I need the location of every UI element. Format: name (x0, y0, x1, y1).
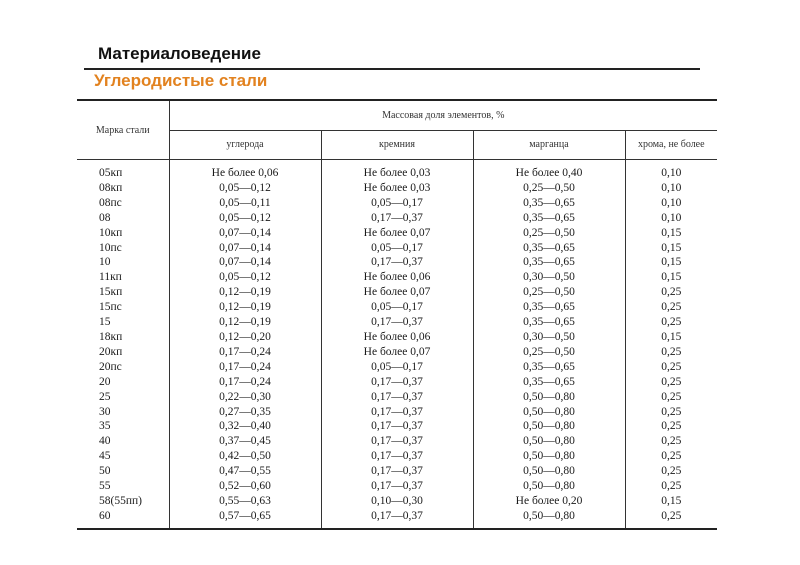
chromium-cell: 0,25 (661, 390, 682, 403)
silicon-cell: Не более 0,03 (321, 160, 473, 181)
silicon-cell: Не более 0,06 (321, 330, 473, 345)
steel-composition-table-container (77, 99, 717, 530)
carbon-cell: 0,07—0,14 (169, 255, 321, 270)
grade-cell: 35 (77, 419, 169, 434)
silicon-cell: 0,17—0,37 (321, 434, 473, 449)
grade-cell: 58(55пп) (77, 494, 169, 509)
chromium-cell: 0,25 (661, 480, 682, 493)
chromium-cell: 0,10 (661, 181, 682, 194)
carbon-cell: 0,42—0,50 (169, 449, 321, 464)
chromium-cell: 0,25 (625, 509, 717, 529)
grade-cell: 25 (77, 390, 169, 405)
chromium-cell: 0,15 (661, 241, 682, 254)
carbon-cell: 0,12—0,20 (169, 330, 321, 345)
manganese-cell: 0,30—0,50 (473, 270, 625, 285)
table-row (77, 449, 717, 464)
silicon-cell: 0,17—0,37 (321, 509, 473, 529)
table-row (77, 285, 717, 300)
table-row (77, 241, 717, 256)
slide-subtitle: Углеродистые стали (94, 71, 268, 90)
table-row (77, 494, 717, 509)
carbon-column-header: углерода (169, 130, 321, 160)
chromium-cell: 0,25 (661, 301, 682, 314)
chromium-column-header: хрома, не более (625, 130, 717, 160)
table-row (77, 479, 717, 494)
silicon-cell: Не более 0,07 (321, 226, 473, 241)
manganese-cell: 0,35—0,65 (473, 300, 625, 315)
table-row (77, 211, 717, 226)
grade-cell: 10пс (77, 241, 169, 256)
manganese-cell: 0,50—0,80 (473, 434, 625, 449)
silicon-cell: 0,05—0,17 (321, 241, 473, 256)
carbon-cell: 0,17—0,24 (169, 345, 321, 360)
chromium-cell: 0,25 (661, 345, 682, 358)
chromium-cell: 0,15 (661, 256, 682, 269)
grade-cell: 08пс (77, 196, 169, 211)
carbon-cell: Не более 0,06 (169, 160, 321, 181)
table-row (77, 405, 717, 420)
table-row (77, 330, 717, 345)
table-row (77, 255, 717, 270)
chromium-cell: 0,25 (661, 420, 682, 433)
carbon-cell: 0,07—0,14 (169, 241, 321, 256)
chromium-cell: 0,15 (661, 330, 682, 343)
grade-cell: 20 (77, 375, 169, 390)
silicon-cell: 0,17—0,37 (321, 449, 473, 464)
manganese-cell: 0,50—0,80 (473, 509, 625, 529)
manganese-cell: 0,35—0,65 (473, 241, 625, 256)
carbon-cell: 0,17—0,24 (169, 375, 321, 390)
carbon-cell: 0,17—0,24 (169, 360, 321, 375)
grade-cell: 15кп (77, 285, 169, 300)
table-row (77, 345, 717, 360)
manganese-cell: 0,35—0,65 (473, 196, 625, 211)
table-row (77, 226, 717, 241)
silicon-cell: 0,05—0,17 (321, 360, 473, 375)
manganese-cell: 0,25—0,50 (473, 181, 625, 196)
silicon-cell: Не более 0,03 (321, 181, 473, 196)
manganese-cell: 0,25—0,50 (473, 285, 625, 300)
chromium-cell: 0,15 (661, 494, 682, 507)
silicon-cell: 0,17—0,37 (321, 375, 473, 390)
grade-cell: 18кп (77, 330, 169, 345)
grade-cell: 10кп (77, 226, 169, 241)
chromium-cell: 0,25 (661, 435, 682, 448)
manganese-cell: 0,25—0,50 (473, 345, 625, 360)
manganese-cell: 0,35—0,65 (473, 315, 625, 330)
silicon-cell: 0,05—0,17 (321, 196, 473, 211)
manganese-cell: 0,35—0,65 (473, 211, 625, 226)
chromium-cell: 0,10 (661, 211, 682, 224)
grade-cell: 08кп (77, 181, 169, 196)
manganese-cell: 0,30—0,50 (473, 330, 625, 345)
table-row (77, 181, 717, 196)
chromium-cell: 0,25 (661, 450, 682, 463)
carbon-cell: 0,22—0,30 (169, 390, 321, 405)
manganese-cell: 0,50—0,80 (473, 479, 625, 494)
table-row (77, 434, 717, 449)
silicon-cell: 0,17—0,37 (321, 464, 473, 479)
silicon-cell: 0,17—0,37 (321, 405, 473, 420)
manganese-cell: 0,50—0,80 (473, 464, 625, 479)
table-body (77, 160, 717, 529)
table-row (77, 300, 717, 315)
silicon-cell: Не более 0,07 (321, 285, 473, 300)
chromium-cell: 0,25 (661, 375, 682, 388)
manganese-cell: 0,35—0,65 (473, 255, 625, 270)
chromium-cell: 0,15 (661, 271, 682, 284)
silicon-column-header: кремния (321, 130, 473, 160)
table-row (77, 270, 717, 285)
steel-composition-table (77, 99, 717, 530)
table-row (77, 160, 717, 181)
mass-fraction-group-header: Массовая доля элементов, % (169, 100, 717, 130)
carbon-cell: 0,05—0,12 (169, 181, 321, 196)
silicon-cell: 0,17—0,37 (321, 211, 473, 226)
chromium-cell: 0,10 (661, 167, 682, 179)
manganese-cell: Не более 0,40 (473, 160, 625, 181)
manganese-cell: 0,50—0,80 (473, 419, 625, 434)
table-row (77, 315, 717, 330)
manganese-cell: 0,35—0,65 (473, 375, 625, 390)
manganese-column-header: марганца (473, 130, 625, 160)
silicon-cell: 0,17—0,37 (321, 255, 473, 270)
grade-cell: 45 (77, 449, 169, 464)
table-row (77, 419, 717, 434)
carbon-cell: 0,57—0,65 (169, 509, 321, 529)
table-row (77, 464, 717, 479)
table-row (77, 375, 717, 390)
manganese-cell: 0,35—0,65 (473, 360, 625, 375)
grade-cell: 20пс (77, 360, 169, 375)
silicon-cell: 0,17—0,37 (321, 315, 473, 330)
silicon-cell: 0,17—0,37 (321, 419, 473, 434)
grade-cell: 10 (77, 255, 169, 270)
carbon-cell: 0,32—0,40 (169, 419, 321, 434)
silicon-cell: 0,17—0,37 (321, 390, 473, 405)
silicon-cell: Не более 0,06 (321, 270, 473, 285)
chromium-cell: 0,15 (661, 226, 682, 239)
table-row (77, 390, 717, 405)
grade-column-header: Марка стали (77, 100, 169, 160)
carbon-cell: 0,07—0,14 (169, 226, 321, 241)
carbon-cell: 0,05—0,12 (169, 270, 321, 285)
chromium-cell: 0,25 (661, 465, 682, 478)
chromium-cell: 0,10 (661, 196, 682, 209)
grade-cell: 40 (77, 434, 169, 449)
carbon-cell: 0,55—0,63 (169, 494, 321, 509)
manganese-cell: 0,50—0,80 (473, 405, 625, 420)
carbon-cell: 0,05—0,12 (169, 211, 321, 226)
carbon-cell: 0,37—0,45 (169, 434, 321, 449)
table-row (77, 360, 717, 375)
silicon-cell: 0,05—0,17 (321, 300, 473, 315)
title-divider (84, 68, 700, 70)
slide-title: Материаловедение (98, 44, 261, 63)
carbon-cell: 0,12—0,19 (169, 300, 321, 315)
silicon-cell: 0,17—0,37 (321, 479, 473, 494)
grade-cell: 60 (77, 509, 169, 529)
silicon-cell: Не более 0,07 (321, 345, 473, 360)
carbon-cell: 0,05—0,11 (169, 196, 321, 211)
chromium-cell: 0,25 (661, 360, 682, 373)
grade-cell: 05кп (77, 160, 169, 181)
grade-cell: 15пс (77, 300, 169, 315)
grade-cell: 08 (77, 211, 169, 226)
carbon-cell: 0,12—0,19 (169, 315, 321, 330)
grade-cell: 11кп (77, 270, 169, 285)
silicon-cell: 0,10—0,30 (321, 494, 473, 509)
table-row (77, 509, 717, 529)
chromium-cell: 0,25 (661, 405, 682, 418)
carbon-cell: 0,27—0,35 (169, 405, 321, 420)
grade-cell: 20кп (77, 345, 169, 360)
grade-cell: 15 (77, 315, 169, 330)
carbon-cell: 0,52—0,60 (169, 479, 321, 494)
chromium-cell: 0,25 (661, 286, 682, 299)
manganese-cell: 0,50—0,80 (473, 449, 625, 464)
carbon-cell: 0,47—0,55 (169, 464, 321, 479)
chromium-cell: 0,25 (661, 316, 682, 329)
grade-cell: 55 (77, 479, 169, 494)
grade-cell: 50 (77, 464, 169, 479)
manganese-cell: 0,25—0,50 (473, 226, 625, 241)
table-row (77, 196, 717, 211)
manganese-cell: 0,50—0,80 (473, 390, 625, 405)
grade-cell: 30 (77, 405, 169, 420)
manganese-cell: Не более 0,20 (473, 494, 625, 509)
carbon-cell: 0,12—0,19 (169, 285, 321, 300)
